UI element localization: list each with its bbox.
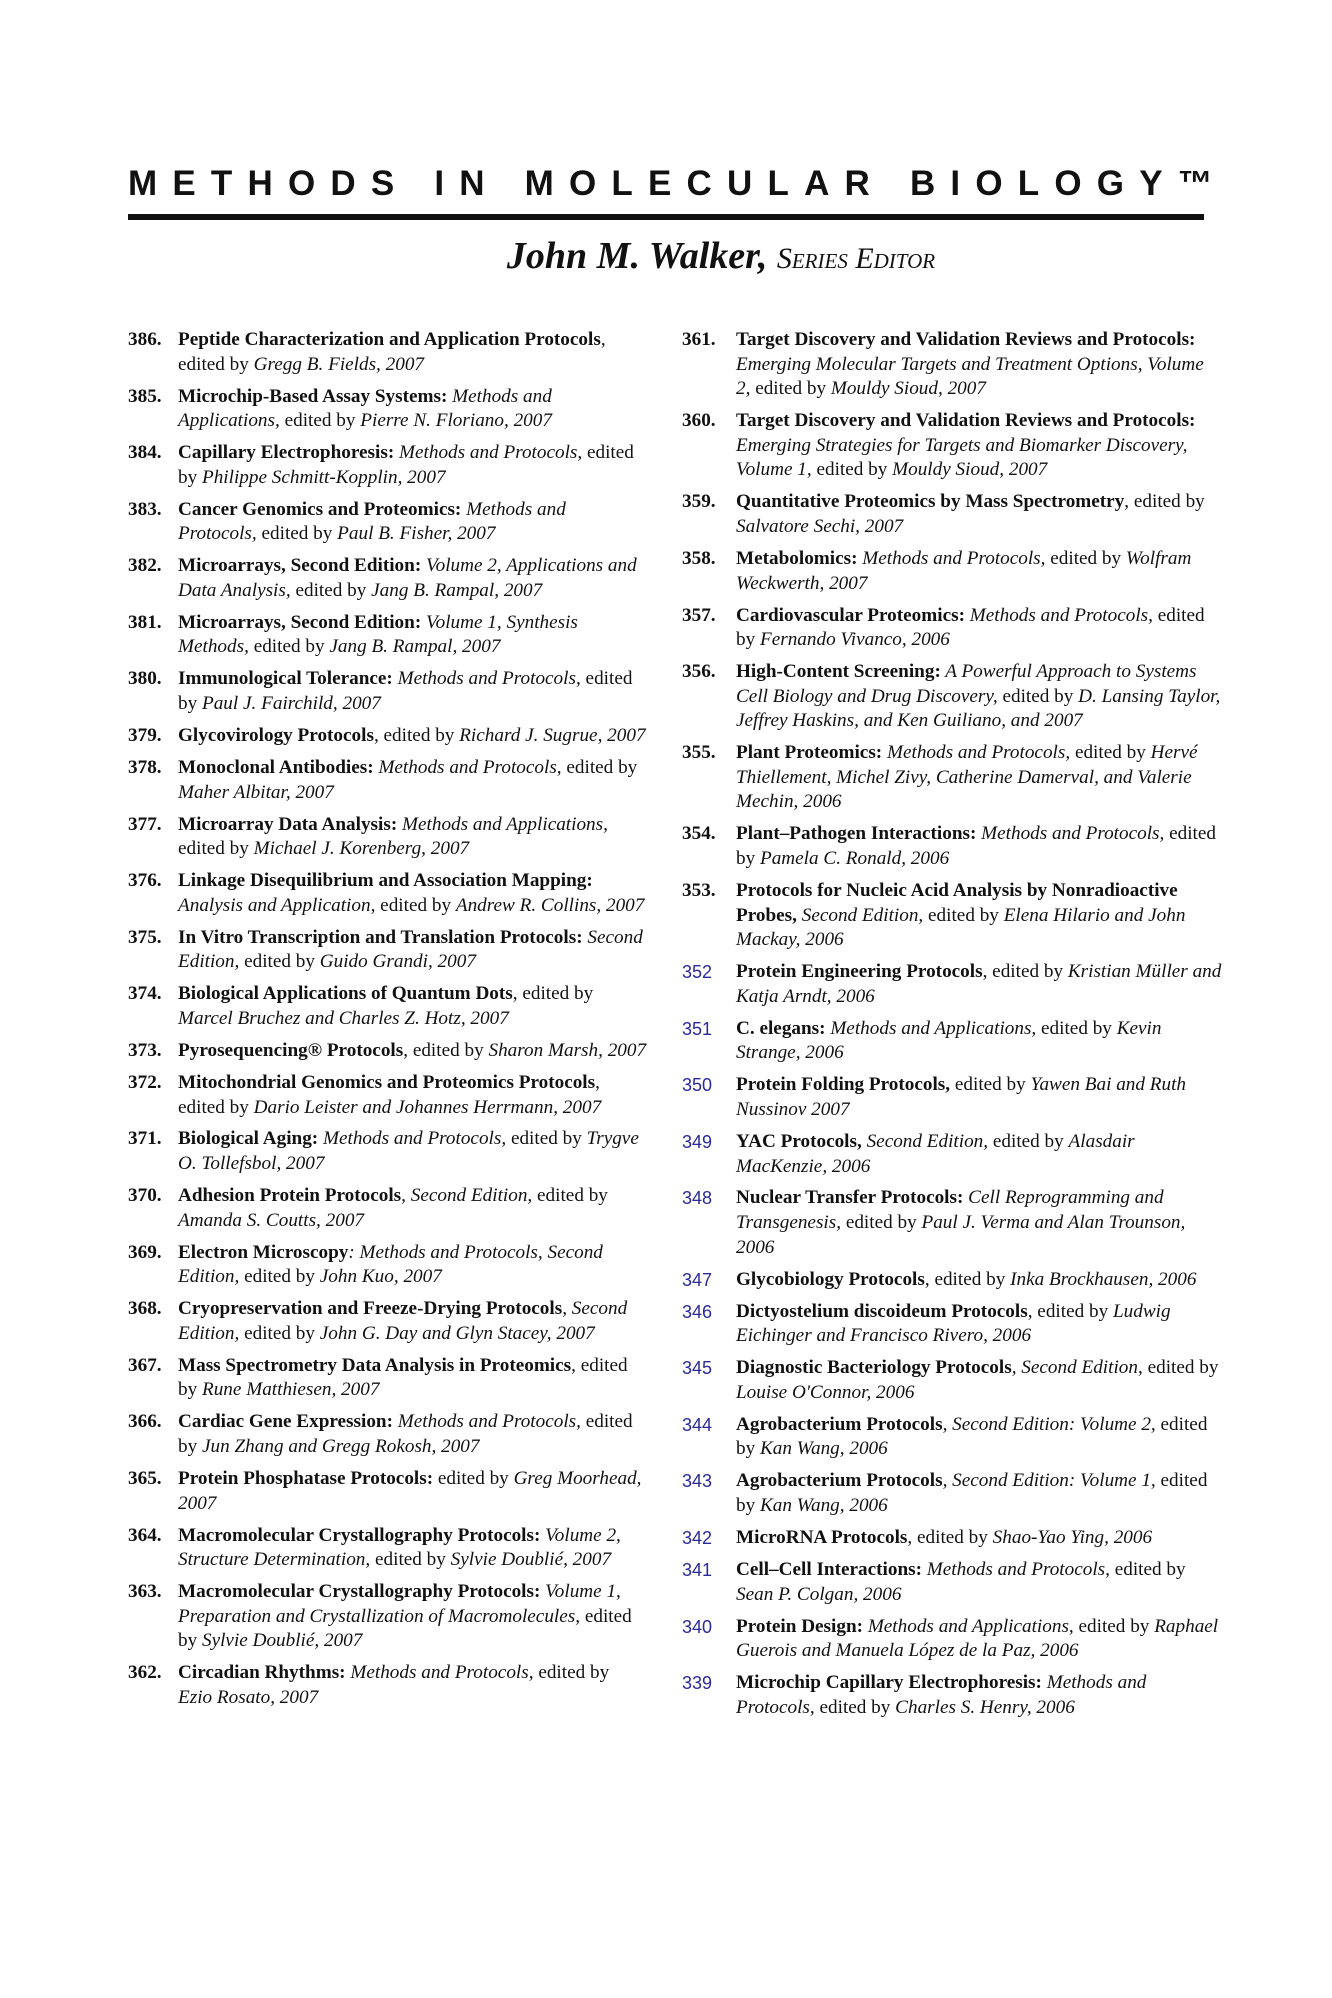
volume-number: 356. — [682, 661, 716, 683]
book-subtitle: Methods and Protocols, — [318, 1128, 507, 1150]
book-editors: Louise O'Connor, 2006 — [736, 1381, 915, 1403]
book-title: Mitochondrial Genomics and Proteomics Protocols — [178, 1071, 596, 1093]
volume-number: 383. — [128, 498, 162, 520]
book-entry — [128, 982, 648, 1031]
book-entry — [682, 1073, 1222, 1122]
book-entry — [682, 1526, 1222, 1551]
book-editors: Kan Wang, 2006 — [759, 1438, 888, 1460]
volume-number: 341 — [682, 1559, 713, 1580]
book-subtitle: Volume 2, Applications and Data Analysis, — [178, 555, 637, 601]
book-subtitle: Analysis and Application, — [178, 894, 376, 916]
edited-by: edited by — [997, 685, 1079, 707]
book-entry — [682, 741, 1222, 815]
book-entry — [682, 1268, 1222, 1293]
volume-number: 343 — [682, 1471, 713, 1492]
editor-role: Series Editor — [776, 242, 936, 275]
book-editors: Sean P. Colgan, 2006 — [736, 1583, 902, 1605]
volume-number: 339 — [682, 1673, 713, 1694]
book-entry — [682, 328, 1222, 402]
book-editors: Gregg B. Fields, 2007 — [253, 353, 425, 375]
book-entry — [128, 869, 648, 918]
book-title: Macromolecular Crystallography Protocols: — [178, 1581, 541, 1603]
book-editors: John Kuo, 2007 — [319, 1266, 442, 1288]
book-entry — [682, 409, 1222, 483]
book-title: Peptide Characterization and Application Protocols — [178, 329, 601, 350]
book-subtitle: Emerging Molecular Targets and Treatment Options, Volume 2, — [736, 353, 1204, 400]
volume-number: 362. — [128, 1662, 162, 1684]
book-title: Protocols for Nucleic Acid Analysis by Nonradioactive Probes, — [736, 880, 1178, 926]
book-entry — [128, 1410, 648, 1459]
book-entry — [128, 813, 648, 862]
book-editors: Fernando Vivanco, 2006 — [759, 629, 950, 651]
book-entry — [682, 1186, 1222, 1260]
edited-by: edited by — [736, 823, 1216, 870]
book-title: Diagnostic Bacteriology Protocols — [736, 1357, 1012, 1379]
edited-by: , edited by — [907, 1526, 993, 1548]
book-editors: Paul J. Verma and Alan Trounson, 2006 — [736, 1212, 1186, 1258]
book-subtitle: Methods and Protocols, — [392, 668, 581, 690]
book-editors: Yawen Bai and Ruth Nussinov 2007 — [736, 1074, 1187, 1120]
book-title: Adhesion Protein Protocols — [178, 1185, 402, 1207]
book-entry — [682, 1300, 1222, 1349]
book-subtitle: Second Edition, — [796, 904, 924, 926]
edited-by: edited by — [239, 1266, 320, 1288]
volume-number: 368. — [128, 1298, 162, 1320]
book-entry — [682, 879, 1222, 953]
book-title: Capillary Electrophoresis: — [178, 442, 395, 464]
edited-by: , edited by — [178, 1354, 628, 1401]
volume-number: 358. — [682, 547, 716, 569]
book-title: Cardiovascular Proteomics: — [736, 604, 965, 626]
book-title: YAC Protocols, — [736, 1130, 862, 1152]
book-editors: Sylvie Doublié, 2007 — [450, 1549, 612, 1571]
volume-number: 367. — [128, 1354, 162, 1376]
volume-number: 363. — [128, 1581, 162, 1603]
edited-by: edited by — [178, 1411, 633, 1457]
book-subtitle: Methods and Applications, — [863, 1615, 1074, 1637]
edited-by: edited by — [178, 442, 634, 488]
volume-number: 379. — [128, 725, 162, 747]
book-editors: Paul J. Fairchild, 2007 — [201, 693, 381, 715]
book-editors: Greg Moorhead, 2007 — [178, 1467, 642, 1514]
volume-number: 357. — [682, 604, 716, 626]
book-title: Protein Folding Protocols, — [736, 1074, 951, 1096]
volume-number: 347 — [682, 1269, 713, 1290]
book-title: Quantitative Proteomics by Mass Spectrometry — [736, 491, 1125, 513]
book-editors: Marcel Bruchez and Charles Z. Hotz, 2007 — [178, 1007, 509, 1029]
edited-by: edited by — [256, 523, 338, 545]
book-entry — [128, 1039, 648, 1064]
volume-number: 340 — [682, 1616, 713, 1637]
book-editors: Sylvie Doublié, 2007 — [201, 1630, 363, 1652]
book-subtitle: Methods and Protocols, — [921, 1558, 1110, 1580]
edited-by: , edited by — [373, 725, 460, 747]
edited-by: edited by — [736, 1413, 1208, 1460]
book-subtitle: Methods and Applications, — [178, 385, 552, 432]
book-entry — [128, 611, 648, 660]
book-title: C. elegans: — [736, 1017, 826, 1039]
volume-number: 350 — [682, 1075, 713, 1096]
edited-by: edited by — [239, 1322, 320, 1344]
book-title: Cell–Cell Interactions: — [736, 1558, 922, 1580]
book-editors: Amanda S. Coutts, 2007 — [178, 1209, 365, 1231]
book-entry — [128, 1580, 648, 1654]
book-editors: Rune Matthiesen, 2007 — [201, 1379, 380, 1401]
edited-by: edited by — [736, 604, 1205, 651]
book-title: Electron Microscopy — [178, 1241, 349, 1263]
book-entry — [682, 1356, 1222, 1405]
book-editors: Philippe Schmitt-Kopplin, 2007 — [201, 466, 446, 488]
book-editors: D. Lansing Taylor, Jeffrey Haskins, and Ken Guiliano, and 2007 — [736, 685, 1221, 732]
right-column — [682, 328, 1222, 1728]
volume-number: 385. — [128, 385, 162, 407]
volume-number: 375. — [128, 926, 162, 948]
book-entry — [128, 498, 648, 547]
book-entry — [682, 1413, 1222, 1462]
book-subtitle: Methods and Protocols, — [736, 1672, 1147, 1718]
book-title: Biological Applications of Quantum Dots — [178, 983, 513, 1005]
book-title: Protein Design: — [736, 1615, 864, 1637]
volume-number: 378. — [128, 757, 162, 779]
book-entry — [128, 385, 648, 434]
book-title: Agrobacterium Protocols — [736, 1413, 943, 1435]
book-title: In Vitro Transcription and Translation Protocols: — [178, 926, 583, 948]
edited-by: , edited by — [512, 983, 594, 1005]
book-entry — [682, 660, 1222, 734]
volume-number: 342 — [682, 1527, 713, 1548]
book-entry — [128, 328, 648, 377]
book-title: Microchip-Based Assay Systems: — [178, 385, 448, 407]
edited-by: edited by — [736, 1470, 1208, 1516]
volume-number: 344 — [682, 1414, 713, 1435]
edited-by: edited by — [1045, 547, 1126, 569]
edited-by: edited by — [433, 1467, 514, 1489]
book-subtitle: Second Edition, — [178, 926, 643, 973]
book-subtitle: : Methods and Protocols, Second Edition, — [178, 1241, 603, 1288]
book-entry — [128, 1524, 648, 1573]
book-editors: John G. Day and Glyn Stacey, 2007 — [319, 1322, 595, 1344]
edited-by: edited by — [1073, 1615, 1155, 1637]
book-editors: Kristian Müller and Katja Arndt, 2006 — [736, 961, 1222, 1007]
series-editor — [0, 234, 1332, 280]
book-subtitle: , Second Edition, — [401, 1185, 533, 1207]
book-title: Cryopreservation and Freeze-Drying Protocols — [178, 1298, 563, 1320]
volume-number: 370. — [128, 1185, 162, 1207]
book-editors: Alasdair MacKenzie, 2006 — [736, 1130, 1135, 1177]
book-entry — [682, 822, 1222, 871]
editor-name: John M. Walker, — [506, 235, 768, 277]
book-title: Cardiac Gene Expression: — [178, 1411, 393, 1433]
book-editors: Trygve O. Tollefsbol, 2007 — [178, 1128, 639, 1175]
book-entry — [682, 1558, 1222, 1607]
edited-by: , edited by — [982, 961, 1068, 983]
edited-by: edited by — [811, 459, 893, 481]
book-entry — [128, 1241, 648, 1290]
edited-by: , edited by — [178, 329, 606, 375]
edited-by: , edited by — [924, 1268, 1011, 1290]
book-subtitle: A Powerful Approach to Systems Cell Biology and Drug Discovery, — [736, 661, 1197, 707]
volume-number: 354. — [682, 823, 716, 845]
volume-number: 371. — [128, 1128, 162, 1150]
edited-by: edited by — [923, 904, 1004, 926]
book-title: Macromolecular Crystallography Protocols: — [178, 1524, 541, 1546]
edited-by: edited by — [279, 410, 361, 432]
edited-by: , edited by — [1124, 491, 1205, 513]
book-editors: Raphael Guerois and Manuela López de la Paz, 2006 — [736, 1615, 1219, 1662]
book-title: Circadian Rhythms: — [178, 1662, 346, 1684]
edited-by: edited by — [561, 757, 638, 779]
book-subtitle: Methods and Protocols, — [964, 604, 1153, 626]
book-title: Monoclonal Antibodies: — [178, 757, 374, 779]
book-entry — [128, 1661, 648, 1710]
volume-number: 386. — [128, 329, 162, 350]
book-entry — [682, 1130, 1222, 1179]
book-editors: Elena Hilario and John Mackay, 2006 — [736, 904, 1186, 951]
edited-by: edited by — [1142, 1357, 1219, 1379]
volume-number: 381. — [128, 611, 162, 633]
book-title: MicroRNA Protocols — [736, 1526, 908, 1548]
book-subtitle: Emerging Strategies for Targets and Biomarker Discovery, Volume 1, — [736, 434, 1188, 481]
volume-number: 377. — [128, 813, 162, 835]
book-subtitle: , Second Edition: Volume 1, — [942, 1470, 1156, 1492]
book-editors: Salvatore Sechi, 2007 — [736, 515, 904, 537]
book-title: High-Content Screening: — [736, 661, 941, 683]
volume-number: 360. — [682, 410, 716, 432]
left-column — [128, 328, 648, 1718]
book-editors: Kan Wang, 2006 — [759, 1494, 888, 1516]
book-entry — [128, 1071, 648, 1120]
book-editors: Charles S. Henry, 2006 — [895, 1696, 1075, 1718]
book-subtitle: Methods and Protocols, — [373, 757, 562, 779]
book-editors: Ludwig Eichinger and Francisco Rivero, 2006 — [736, 1300, 1171, 1347]
edited-by: edited by — [370, 1549, 451, 1571]
book-editors: Mouldy Sioud, 2007 — [892, 459, 1048, 481]
edited-by: edited by — [506, 1128, 587, 1150]
book-entry — [682, 1017, 1222, 1066]
book-subtitle: Volume 1, Synthesis Methods, — [178, 611, 578, 658]
volume-number: 366. — [128, 1411, 162, 1433]
book-subtitle: Methods and Protocols, — [392, 1411, 581, 1433]
book-entry — [682, 960, 1222, 1009]
volume-number: 376. — [128, 870, 162, 892]
book-subtitle: , Second Edition, — [1011, 1357, 1143, 1379]
edited-by: edited by — [178, 1605, 632, 1652]
volume-number: 348 — [682, 1188, 713, 1209]
edited-by: edited by — [814, 1696, 896, 1718]
book-entry — [128, 441, 648, 490]
volume-number: 355. — [682, 742, 716, 764]
edited-by: edited by — [750, 378, 831, 400]
edited-by: edited by — [375, 894, 456, 916]
book-entry — [682, 490, 1222, 539]
edited-by: edited by — [1109, 1558, 1186, 1580]
book-title: Metabolomics: — [736, 547, 858, 569]
book-title: Nuclear Transfer Protocols: — [736, 1187, 964, 1209]
volume-number: 353. — [682, 880, 716, 901]
book-subtitle: Methods and Protocols, — [976, 823, 1165, 845]
book-subtitle: Second Edition, — [861, 1130, 989, 1152]
edited-by: , edited by — [178, 1071, 600, 1118]
book-title: Plant Proteomics: — [736, 742, 883, 764]
book-title: Cancer Genomics and Proteomics: — [178, 498, 462, 520]
book-editors: Sharon Marsh, 2007 — [488, 1039, 647, 1061]
volume-number: 384. — [128, 442, 162, 464]
book-title: Microarrays, Second Edition: — [178, 555, 422, 577]
book-entry — [682, 1671, 1222, 1720]
edited-by: edited by — [1036, 1017, 1117, 1039]
book-editors: Guido Grandi, 2007 — [319, 951, 476, 973]
book-subtitle: Volume 1, Preparation and Crystallization of Macromolecules, — [178, 1581, 621, 1627]
book-entry — [128, 1127, 648, 1176]
header-rule — [128, 214, 1204, 220]
book-title: Agrobacterium Protocols — [736, 1470, 943, 1492]
book-editors: Andrew R. Collins, 2007 — [455, 894, 645, 916]
book-entry — [682, 604, 1222, 653]
book-entry — [128, 1184, 648, 1233]
book-title: Mass Spectrometry Data Analysis in Proteomics — [178, 1354, 572, 1376]
book-title: Biological Aging: — [178, 1128, 319, 1150]
book-editors: Mouldy Sioud, 2007 — [830, 378, 986, 400]
book-title: Microchip Capillary Electrophoresis: — [736, 1672, 1042, 1694]
book-editors: Wolfram Weckwerth, 2007 — [736, 547, 1192, 594]
volume-number: 372. — [128, 1071, 162, 1093]
edited-by: edited by — [841, 1212, 922, 1234]
book-editors: Kevin Strange, 2006 — [736, 1017, 1162, 1064]
volume-number: 359. — [682, 491, 716, 513]
volume-number: 349 — [682, 1131, 713, 1152]
book-title: Dictyostelium discoideum Protocols — [736, 1300, 1028, 1322]
book-title: Target Discovery and Validation Reviews and Protocols: — [736, 329, 1196, 350]
edited-by: edited by — [532, 1185, 608, 1207]
book-editors: Pierre N. Floriano, 2007 — [360, 410, 552, 432]
book-title: Target Discovery and Validation Reviews and Protocols: — [736, 410, 1196, 432]
volume-number: 369. — [128, 1241, 162, 1263]
edited-by: edited by — [988, 1130, 1069, 1152]
book-subtitle: Methods and Applications, — [825, 1017, 1037, 1039]
book-editors: Jang B. Rampal, 2007 — [329, 636, 501, 658]
volume-number: 352 — [682, 962, 713, 983]
book-entry — [128, 1297, 648, 1346]
volume-number: 365. — [128, 1467, 162, 1489]
book-editors: Pamela C. Ronald, 2006 — [759, 848, 950, 870]
book-entry — [128, 724, 648, 749]
book-subtitle: Methods and Protocols, — [394, 442, 583, 464]
book-title: Glycobiology Protocols — [736, 1268, 925, 1290]
volume-number: 361. — [682, 329, 716, 350]
volume-number: 380. — [128, 668, 162, 690]
edited-by: edited by — [178, 668, 633, 715]
volume-number: 345 — [682, 1358, 713, 1379]
book-title: Immunological Tolerance: — [178, 668, 393, 690]
series-title: METHODS IN MOLECULAR BIOLOGY™ — [128, 164, 1228, 203]
book-subtitle: Methods and Protocols, — [857, 547, 1046, 569]
edited-by: edited by — [1070, 742, 1151, 764]
book-title: Plant–Pathogen Interactions: — [736, 823, 977, 845]
book-editors: Maher Albitar, 2007 — [178, 781, 334, 803]
book-subtitle: Cell Reprogramming and Transgenesis, — [736, 1187, 1164, 1234]
edited-by: , edited by — [1027, 1300, 1113, 1322]
edited-by: , edited by — [403, 1039, 489, 1061]
book-entry — [128, 1467, 648, 1516]
book-editors: Richard J. Sugrue, 2007 — [459, 725, 646, 747]
edited-by: edited by — [290, 579, 372, 601]
book-subtitle: Volume 2, Structure Determination, — [178, 1524, 621, 1571]
volume-number: 346 — [682, 1301, 713, 1322]
book-title: Glycovirology Protocols — [178, 725, 374, 747]
book-entry — [682, 1469, 1222, 1518]
book-entry — [128, 756, 648, 805]
book-title: Microarray Data Analysis: — [178, 813, 398, 835]
book-entry — [682, 1615, 1222, 1664]
book-title: Pyrosequencing® Protocols — [178, 1039, 404, 1061]
book-entry — [128, 926, 648, 975]
book-editors: Hervé Thiellement, Michel Zivy, Catherine Damerval, and Valerie Mechin, 2006 — [736, 742, 1198, 813]
book-subtitle: Methods and Protocols, — [178, 498, 566, 545]
book-subtitle: Methods and Protocols, — [882, 742, 1071, 764]
volume-number: 374. — [128, 983, 162, 1005]
volume-number: 373. — [128, 1039, 162, 1061]
book-editors: Jun Zhang and Gregg Rokosh, 2007 — [201, 1435, 480, 1457]
edited-by: edited by — [950, 1074, 1031, 1096]
volume-number: 382. — [128, 555, 162, 577]
book-entry — [128, 667, 648, 716]
book-entry — [682, 547, 1222, 596]
book-editors: Michael J. Korenberg, 2007 — [253, 838, 470, 860]
edited-by: edited by — [248, 636, 330, 658]
book-subtitle: , Second Edition, — [178, 1298, 628, 1344]
book-title: Microarrays, Second Edition: — [178, 611, 422, 633]
volume-number: 351 — [682, 1018, 713, 1039]
book-editors: Paul B. Fisher, 2007 — [337, 523, 496, 545]
book-entry — [128, 1354, 648, 1403]
edited-by: edited by — [178, 838, 254, 860]
book-editors: Jang B. Rampal, 2007 — [371, 579, 543, 601]
book-subtitle: Methods and Protocols, — [345, 1662, 534, 1684]
book-title: Linkage Disequilibrium and Association Mapping: — [178, 870, 593, 892]
edited-by: edited by — [239, 951, 320, 973]
book-subtitle: , Second Edition: Volume 2, — [942, 1413, 1156, 1435]
edited-by: edited by — [533, 1662, 610, 1684]
book-title: Protein Phosphatase Protocols: — [178, 1467, 434, 1489]
book-editors: Shao-Yao Ying, 2006 — [992, 1526, 1153, 1548]
book-editors: Inka Brockhausen, 2006 — [1010, 1268, 1197, 1290]
book-subtitle: Methods and Applications, — [397, 813, 608, 835]
book-entry — [128, 554, 648, 603]
book-title: Protein Engineering Protocols — [736, 961, 983, 983]
book-editors: Dario Leister and Johannes Herrmann, 2007 — [253, 1096, 602, 1118]
book-editors: Ezio Rosato, 2007 — [178, 1686, 319, 1708]
volume-number: 364. — [128, 1524, 162, 1546]
